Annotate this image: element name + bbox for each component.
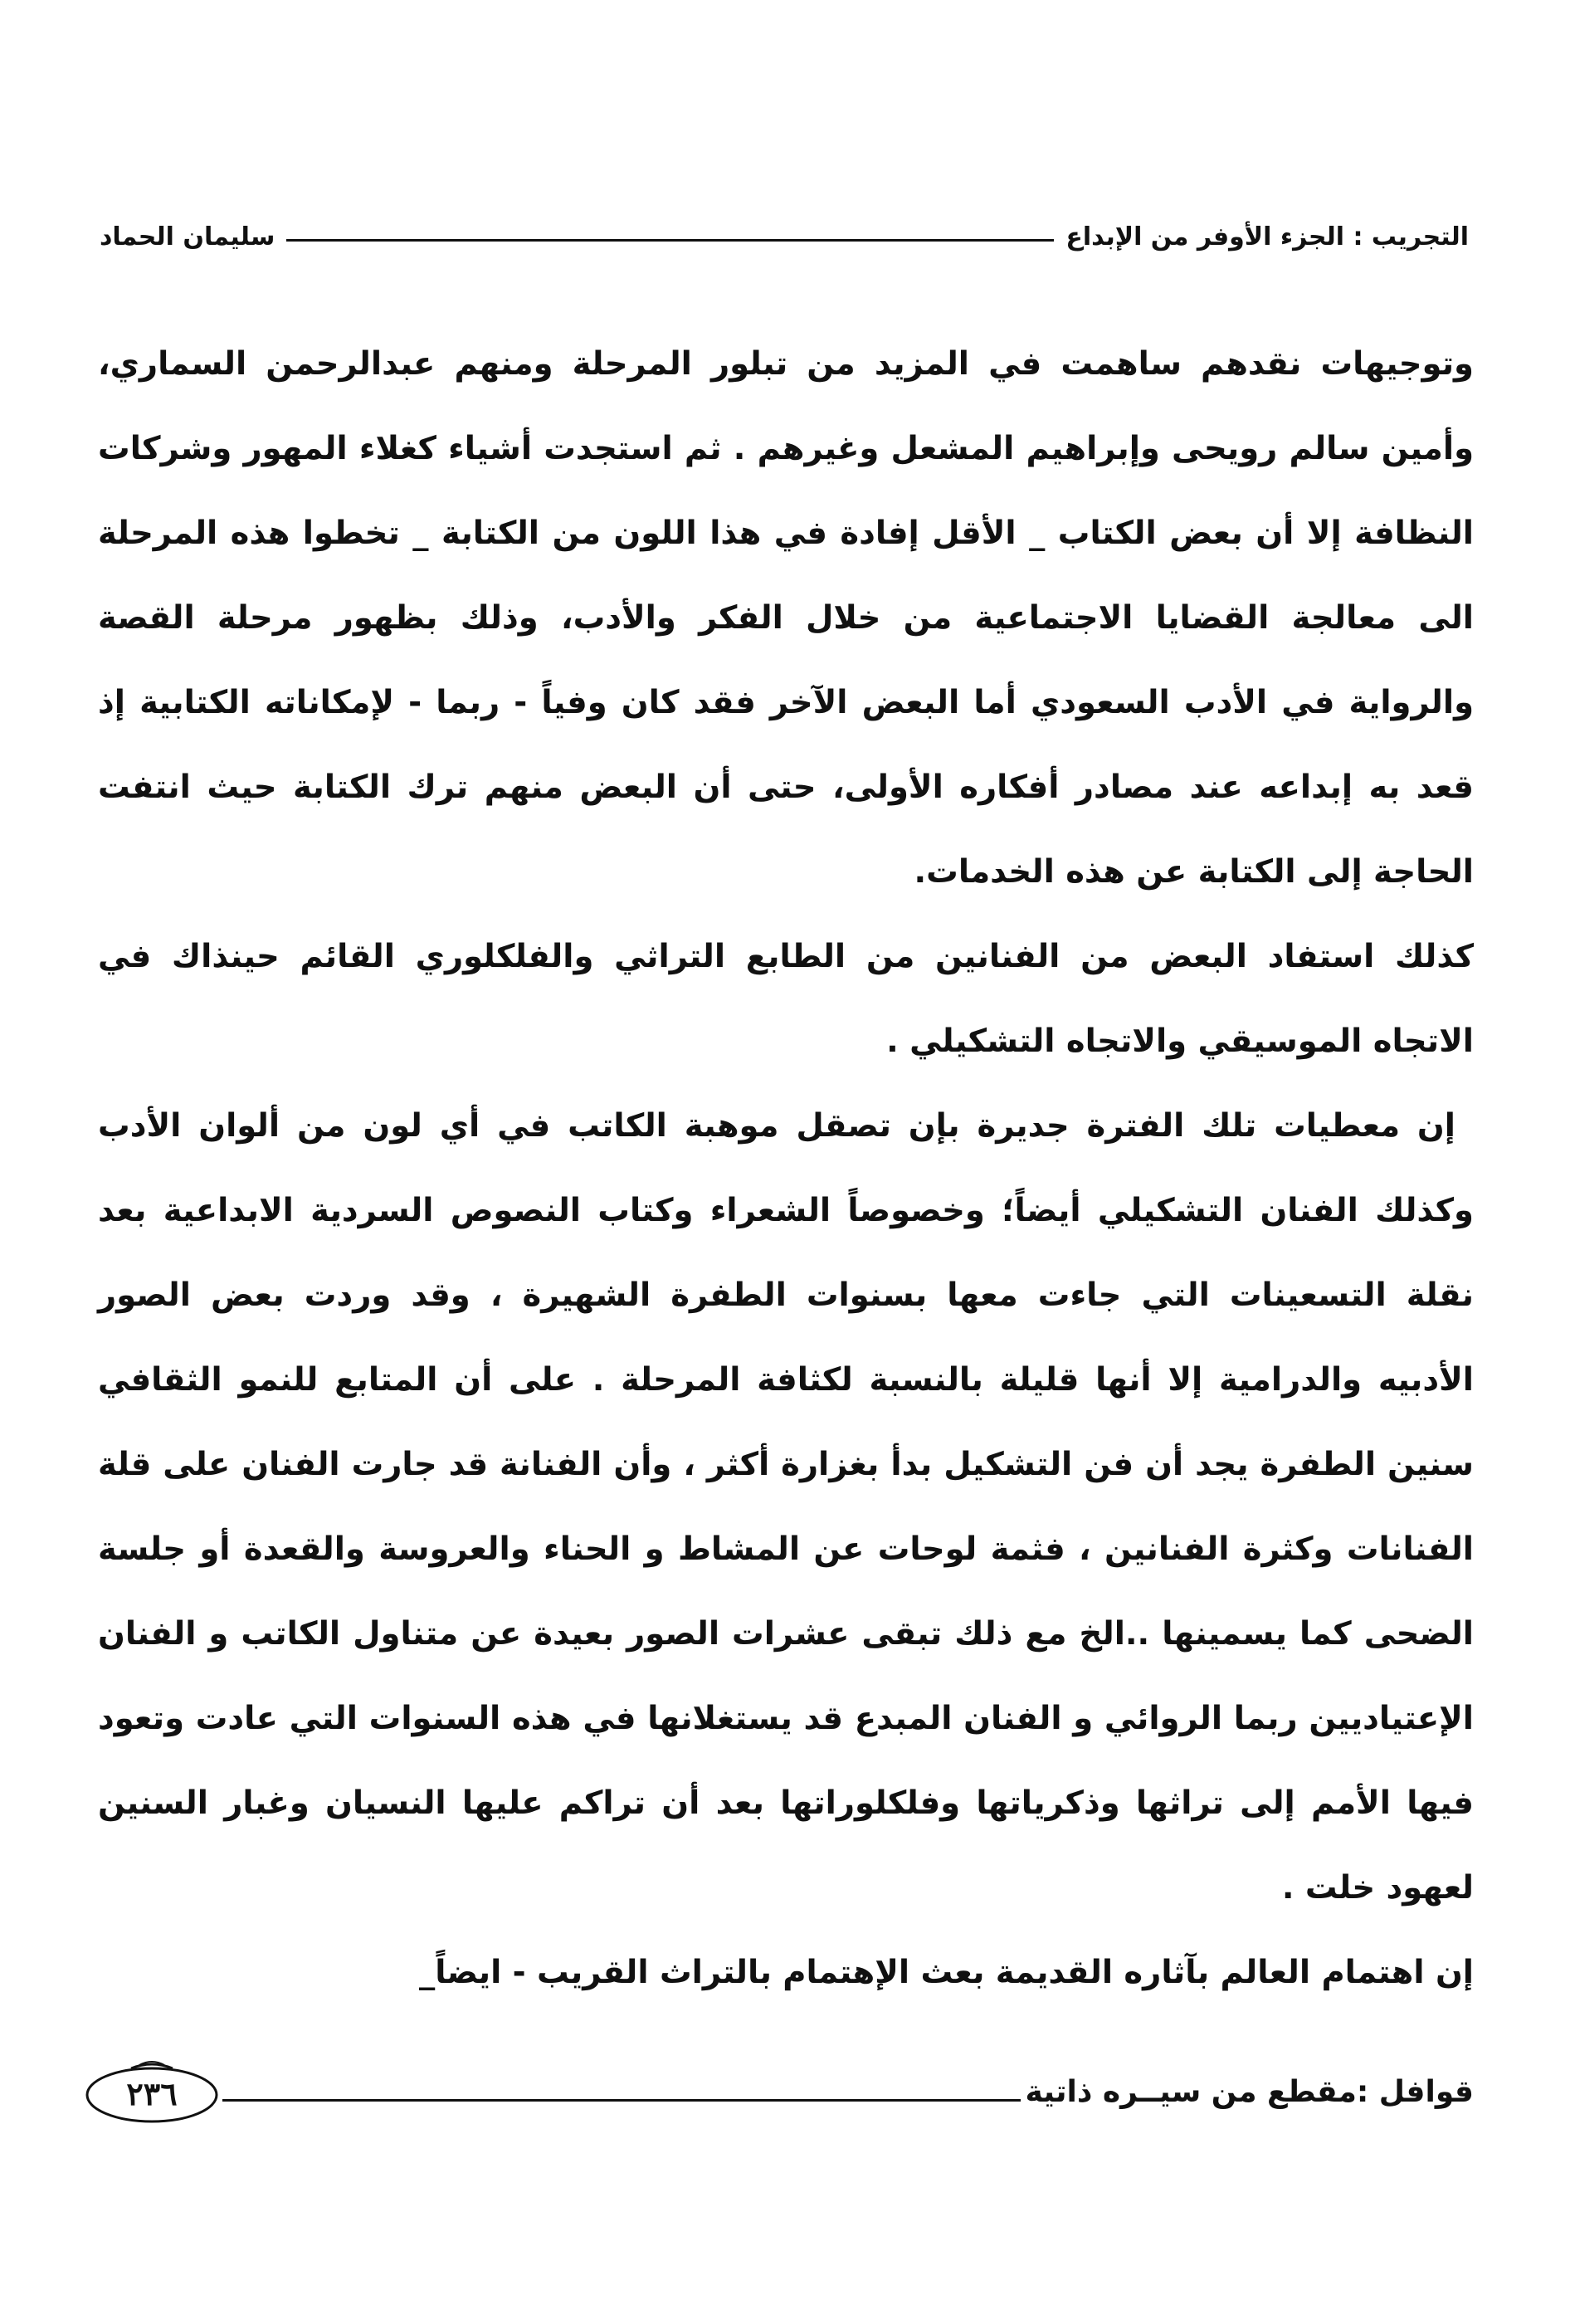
book-title: التجريب : الجزء الأوفر من الإبداع xyxy=(1065,222,1469,251)
page-number: ٢٣٦ xyxy=(126,2075,178,2112)
paragraph-4: إن اهتمام العالم بآثاره القديمة بعث الإهتمام بالتراث القريب - ايضاً_ xyxy=(418,1954,1474,1991)
author-name: سليمان الحماد xyxy=(100,222,275,251)
page-number-badge xyxy=(81,2057,222,2126)
running-header xyxy=(100,212,1469,261)
body-text xyxy=(98,322,1474,2015)
paragraph-1: وتوجيهات نقدهم ساهمت في المزيد من تبلور المرحلة ومنهم عبدالرحمن السماري، وأمين سالم رويحى وإبراهيم المشعل وغيرهم . ثم استجدت أشياء كغلاء المهور وشركات النظافة إلا أن بعض الكتاب _ الأقل إفادة في هذا اللون من الكتابة _ تخطوا هذه المرحلة الى معالجة القضايا الاجتماعية من خلال الفكر والأدب، وذلك بظهور مرحلة القصة والرواية في الأدب السعودي أما البعض الآخر فقد كان وفياً - ربما - لإمكاناته الكتابية إذ قعد به إبداعه عند مصادر أفكاره الأولى، حتى أن البعض منهم ترك الكتابة حيث انتفت الحاجة إلى الكتابة عن هذه الخدمات. xyxy=(98,345,1474,891)
paragraph-3: إن معطيات تلك الفترة جديرة بإن تصقل موهبة الكاتب في أي لون من ألوان الأدب وكذلك الفنان التشكيلي أيضاً؛ وخصوصاً الشعراء وكتاب النصوص السردية الابداعية بعد نقلة التسعينات التي جاءت معها بسنوات الطفرة الشهيرة ، وقد وردت بعض الصور الأدبيه والدرامية إلا أنها قليلة بالنسبة لكثافة المرحلة . على أن المتابع للنمو الثقافي سنين الطفرة يجد أن فن التشكيل بدأ بغزارة أكثر ، وأن الفنانة قد جارت الفنان على قلة الفنانات وكثرة الفنانين ، فثمة لوحات عن المشاط و الحناء والعروسة والقعدة أو جلسة الضحى كما يسمينها ..الخ مع ذلك تبقى عشرات الصور بعيدة عن متناول الكاتب و الفنان الإعتياديين ربما الروائي و الفنان المبدع قد يستغلانها في هذه السنوات التي عادت وتعود فيها الأمم إلى تراثها وذكرياتها وفلكلوراتها بعد أن تراكم عليها النسيان وغبار السنين لعهود خلت . xyxy=(98,1107,1474,1907)
footer-rule xyxy=(222,2099,1021,2102)
running-footer xyxy=(81,2054,1474,2129)
series-label: قوافل :مقطع من سيــره ذاتية xyxy=(1025,2074,1474,2109)
header-rule xyxy=(286,239,1054,242)
paragraph-2: كذلك استفاد البعض من الفنانين من الطابع التراثي والفلكلوري القائم حينذاك في الاتجاه الموسيقي والاتجاه التشكيلي . xyxy=(98,938,1474,1060)
